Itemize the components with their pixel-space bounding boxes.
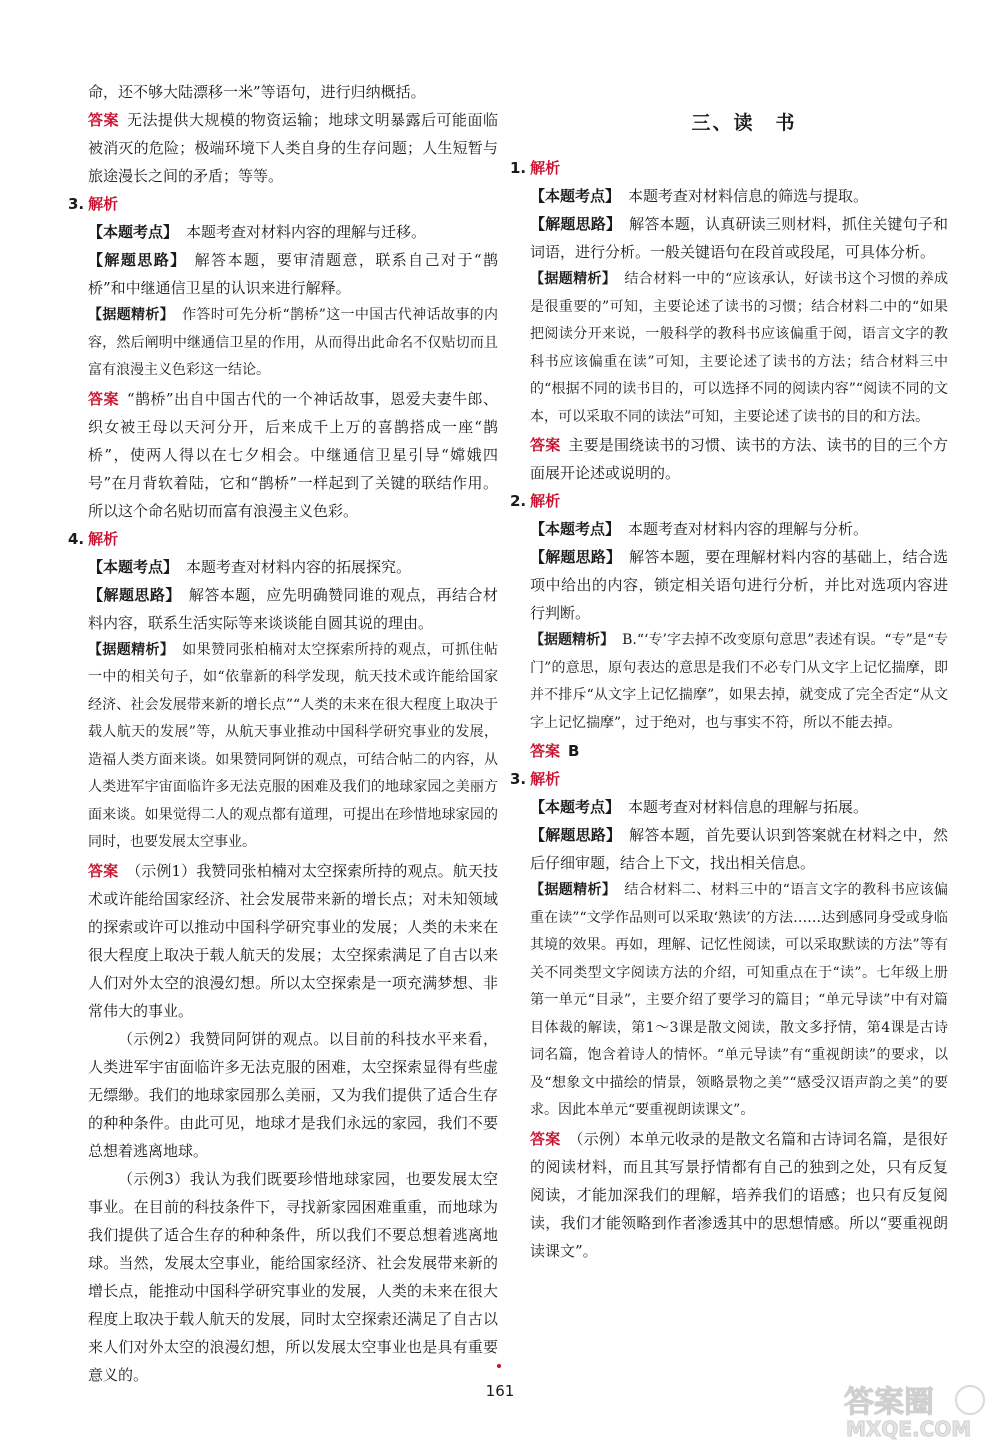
watermark-line2: MXQE.COM bbox=[846, 1417, 972, 1440]
silu-block: 【解题思路】 解答本题，要审清题意，联系自己对于“鹊桥”和中继通信卫星的认识来进行解释。 bbox=[88, 251, 498, 297]
kaodian-block: 【本题考点】 本题考查对材料内容的理解与分析。 bbox=[530, 520, 869, 538]
jingxi-block: 【据题精析】 结合材料二、材料三中的“语言文字的教科书应该偏重在读”“文学作品则可以采取‘熟读’的方法……达到感同身受或身临其境的效果。再如，理解、记忆性阅读，可以采取默读的方法”等有关不同类型文字阅读方法的介绍，可知重点在于“读”。七年级上册第一单元“目录”，主要介绍了要学习的篇目；“单元导读”中有对篇目体裁的解读，第1～3课是散文阅读，散文多抒情，第4课是古诗词名篇，饱含着诗人的情怀。“单元导读”有“重视朗读”的要求，以及“想象文中描绘的情景，领略景物之美”“感受汉语声韵之美”的要求。因此本单元“要重视朗读课文”。 bbox=[530, 882, 949, 1118]
jingxi-block: 【据题精析】 如果赞同张柏楠对太空探索所持的观点，可抓住帖一中的相关句子，如“依靠新的科学发现，航天技术或许能给国家经济、社会发展带来新的增长点”“人类的未来在很大程度上取决于载人航天的发展”等，从航天事业推动中国科学研究事业的发展，造福人类方面来谈。如果赞同阿饼的观点，可结合帖二的内容，从人类进军宇宙面临许多无法克服的困难及我们的地球家园之美丽方面来谈。如果觉得二人的观点都有道理，可提出在珍惜地球家园的同时，也要发展太空事业。 bbox=[88, 641, 499, 850]
silu-block: 【解题思路】 解答本题，要在理解材料内容的基础上，结合选项中给出的内容，锁定相关语句进行分析，并比对选项内容进行判断。 bbox=[530, 548, 948, 622]
answer-2-block bbox=[88, 106, 498, 190]
question-2-heading: 2. 解析 bbox=[510, 492, 561, 510]
kaodian-block: 【本题考点】 本题考查对材料信息的理解与拓展。 bbox=[530, 798, 869, 816]
left-column bbox=[68, 78, 499, 1389]
intro-line: 命，还不够大陆漂移一米”等语句，进行归纳概括。 bbox=[88, 83, 426, 101]
answer-block: 答案 （示例）本单元收录的是散文名篇和古诗词名篇，是很好的阅读材料，而且其写景抒情都有自己的独到之处，只有反复阅读，才能加深我们的理解，培养我们的语感；也只有反复阅读，我们才能领略到作者渗透其中的思想情感。所以“要重视朗读课文”。 bbox=[530, 1129, 948, 1260]
watermark-line1: 答案圈 bbox=[844, 1385, 934, 1420]
jingxi-block: 【据题精析】 结合材料一中的“应该承认，好读书这个习惯的养成是很重要的”可知，主要论述了读书的习惯；结合材料二中的“如果把阅读分开来说，一般科学的教科书应该偏重于阅，语言文字的教科书应该偏重在读”可知，主要论述了读书的方法；结合材料三中的“根据不同的读书目的，可以选择不同的阅读内容”“阅读不同的文本，可以采取不同的读法”可知，主要论述了读书的目的和方法。 bbox=[530, 271, 949, 425]
answer-example-3: （示例3）我认为我们既要珍惜地球家园，也要发展太空事业。在目前的科技条件下，寻找新家园困难重重，而地球为我们提供了适合生存的种种条件，所以我们不要总想着逃离地球。当然，发展太空事业，能给国家经济、社会发展带来新的增长点，能推动中国科学研究事业的发展，人类的未来在很大程度上取决于载人航天的发展，同时太空探索还满足了自古以来人们对外太空的浪漫幻想，所以发展太空事业也是具有重要意义的。 bbox=[88, 1169, 498, 1384]
jingxi-block: 【据题精析】 作答时可先分析“鹊桥”这一中国古代神话故事的内容，然后阐明中继通信卫星的作用，从而得出此命名不仅贴切而且富有浪漫主义色彩这一结论。 bbox=[88, 307, 498, 378]
answer-text: 无法提供大规模的物资运输；地球文明暴露后可能面临被消灭的危险；极端环境下人类自身的生存问题；人生短暂与旅途漫长之间的矛盾；等等。 bbox=[88, 111, 498, 185]
answer-example-2: （示例2）我赞同阿饼的观点。以目前的科技水平来看，人类进军宇宙面临许多无法克服的困难，太空探索显得有些虚无缥缈。我们的地球家园那么美丽，又为我们提供了适合生存的种种条件。由此可见，地球才是我们永远的家园，我们不要总想着逃离地球。 bbox=[88, 1029, 498, 1160]
watermark-logo bbox=[838, 1380, 988, 1440]
answer-block: 答案 主要是围绕读书的习惯、读书的方法、读书的目的三个方面展开论述或说明的。 bbox=[530, 436, 948, 482]
answer-block: 答案 B bbox=[530, 742, 580, 760]
answer-block: 答案 （示例1）我赞同张柏楠对太空探索所持的观点。航天技术或许能给国家经济、社会发展带来新的增长点；对未知领域的探索或许可以推动中国科学研究事业的发展；人类的未来在很大程度上取决于载人航天的发展；太空探索满足了自古以来人们对外太空的浪漫幻想。所以太空探索是一项充满梦想、非常伟大的事业。 bbox=[88, 861, 498, 1020]
question-4-heading: 4. 解析 bbox=[68, 529, 119, 548]
page-number: 161 bbox=[485, 1382, 515, 1400]
kaodian-block: 【本题考点】 本题考查对材料内容的拓展探究。 bbox=[88, 557, 412, 576]
section-title: 三、读 书 bbox=[691, 112, 797, 134]
jingxi-block: 【据题精析】 B.“‘专’字去掉不改变原句意思”表述有误。“专”是“专门”的意思，原句表达的意思是我们不必专门从文字上记忆揣摩，即并不排斥“从文字上记忆揣摩”，如果去掉，就变成了完全否定“从文字上记忆揣摩”，过于绝对，也与事实不符，所以不能去掉。 bbox=[530, 632, 948, 731]
silu-block: 【解题思路】 解答本题，应先明确赞同谁的观点，再结合材料内容，联系生活实际等来谈谈能自圆其说的理由。 bbox=[88, 585, 498, 632]
right-column bbox=[510, 108, 949, 1265]
silu-block: 【解题思路】 解答本题，首先要认识到答案就在材料之中，然后仔细审题，结合上下文，找出相关信息。 bbox=[530, 826, 948, 872]
kaodian-block: 【本题考点】 本题考查对材料内容的理解与迁移。 bbox=[88, 223, 427, 241]
kaodian-block: 【本题考点】 本题考查对材料信息的筛选与提取。 bbox=[530, 187, 869, 205]
question-3-heading: 3. 解析 bbox=[68, 195, 119, 213]
answer-block: 答案 “鹊桥”出自中国古代的一个神话故事，恩爱夫妻牛郎、织女被王母以天河分开，后来成千上万的喜鹊搭成一座“鹊桥”，使两人得以在七夕相会。中继通信卫星引导“嫦娥四号”在月背软着陆，它和“鹊桥”一样起到了关键的联结作用。所以这个命名贴切而富有浪漫主义色彩。 bbox=[88, 389, 498, 520]
decorative-dot bbox=[497, 1364, 501, 1368]
question-3-heading: 3. 解析 bbox=[510, 770, 561, 788]
answer-label: 答案 bbox=[88, 111, 119, 129]
watermark-icon bbox=[838, 1380, 988, 1440]
silu-block: 【解题思路】 解答本题，认真研读三则材料，抓住关键句子和词语，进行分析。一般关键语句在段首或段尾，可具体分析。 bbox=[530, 215, 948, 261]
question-1-heading: 1. 解析 bbox=[510, 159, 561, 177]
